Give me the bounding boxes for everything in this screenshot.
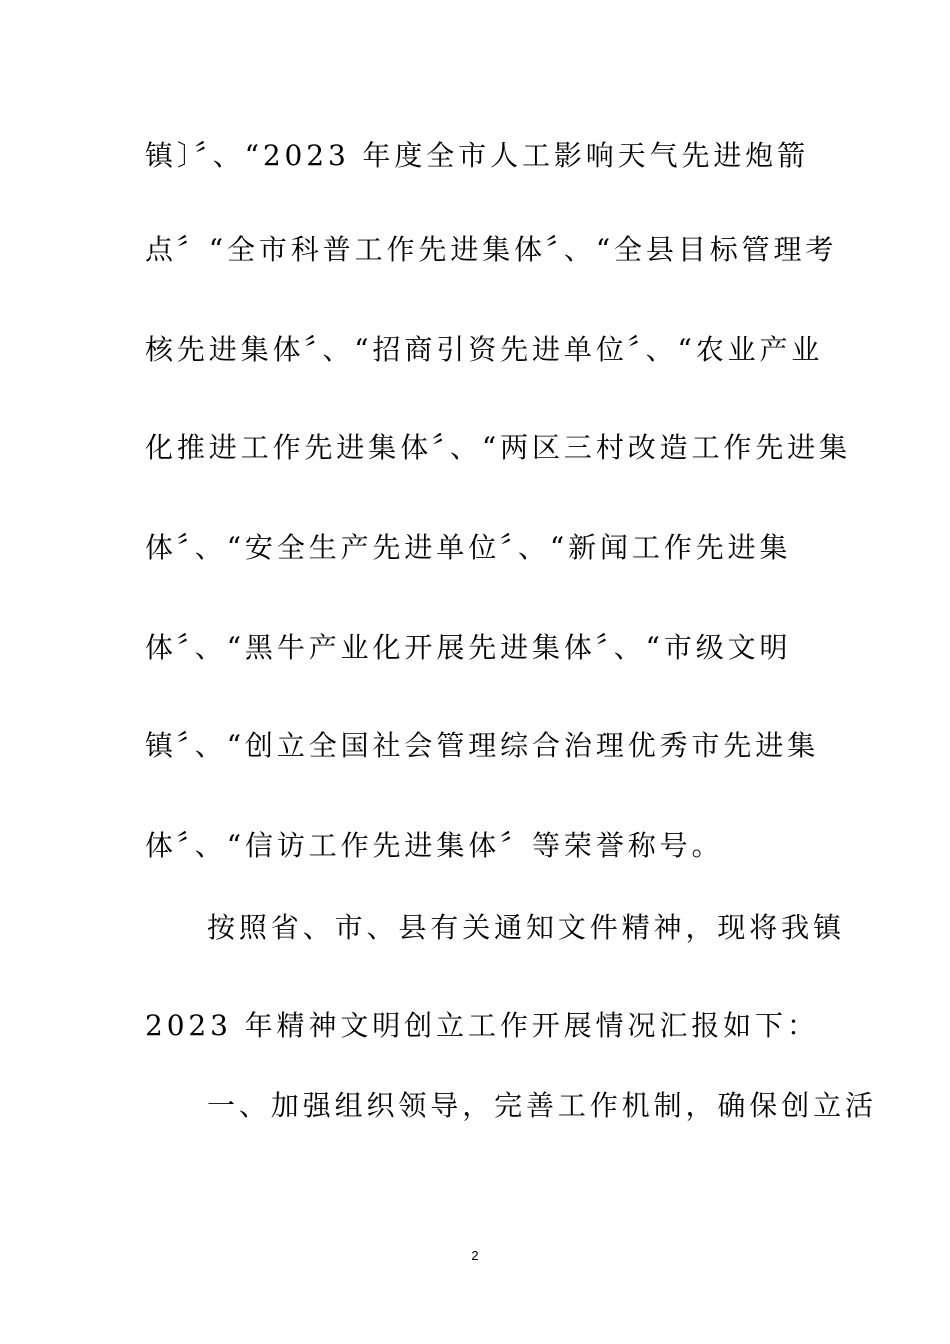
paragraph-line-1: 按照省、市、县有关通知文件精神，现将我镇 [207,911,846,944]
section-heading-line: 一、加强组织领导，完善工作机制，确保创立活 [207,1089,877,1122]
paragraph-line-2: 2023 年精神文明创立工作开展情况汇报如下： [145,1009,819,1042]
page-number: 2 [471,1248,479,1263]
body-line-4: 化推进工作先进集体〞、“两区三村改造工作先进集 [145,431,852,464]
body-line-1: 镇〕〞、“2023 年度全市人工影响天气先进炮箭 [145,139,810,172]
body-line-5: 体〞、“安全生产先进单位〞、“新闻工作先进集 [145,531,792,564]
body-line-7: 镇〞、“创立全国社会管理综合治理优秀市先进集 [145,729,820,762]
body-line-6: 体〞、“黑牛产业化开展先进集体〞、“市级文明 [145,631,792,664]
body-line-8: 体〞、“信访工作先进集体〞等荣誉称号。 [145,829,724,862]
body-line-2: 点〞“全市科普工作先进集体〞、“全县目标管理考 [145,233,838,266]
body-line-3: 核先进集体〞、“招商引资先进单位〞、“农业产业 [145,333,824,366]
